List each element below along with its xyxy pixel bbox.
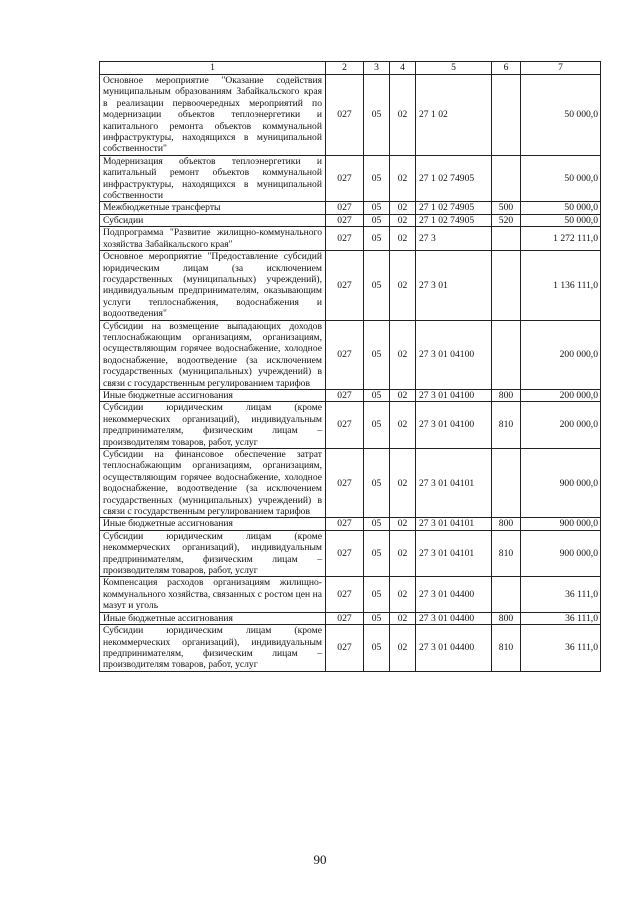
ministry-code: 027 (326, 518, 364, 530)
target-article-code: 27 3 01 04100 (416, 320, 492, 389)
target-article-code: 27 3 01 04400 (416, 612, 492, 624)
table-row (100, 202, 601, 214)
amount: 36 111,0 (521, 577, 601, 612)
column-header: 4 (390, 62, 416, 75)
expense-type-code (492, 449, 521, 518)
table-row (100, 214, 601, 226)
target-article-code: 27 1 02 74905 (416, 202, 492, 214)
column-header: 6 (492, 62, 521, 75)
column-header: 3 (364, 62, 390, 75)
section-code: 05 (364, 612, 390, 624)
target-article-code: 27 3 01 04100 (416, 389, 492, 401)
amount: 200 000,0 (521, 320, 601, 389)
ministry-code: 027 (326, 227, 364, 251)
table-row (100, 227, 601, 251)
row-name: Основное мероприятие "Предоставление субсидий юридическим лицам (за исключением государственных (муниципальных) учреждений), индивидуальным предпринимателям, оказывающим услуги теплоснабжения, водоснабжения и водоотведения" (100, 251, 326, 320)
subsection-code: 02 (390, 251, 416, 320)
section-code: 05 (364, 155, 390, 202)
table-row (100, 577, 601, 612)
subsection-code: 02 (390, 155, 416, 202)
table-header-row (100, 62, 601, 75)
ministry-code: 027 (326, 214, 364, 226)
table-row (100, 320, 601, 389)
target-article-code: 27 3 01 04101 (416, 518, 492, 530)
target-article-code: 27 3 01 04101 (416, 530, 492, 577)
ministry-code: 027 (326, 625, 364, 672)
table-row (100, 75, 601, 156)
subsection-code: 02 (390, 227, 416, 251)
row-name: Основное мероприятие "Оказание содействия муниципальным образованиям Забайкальского края в реализации первоочередных мероприятий по модернизации объектов теплоэнергетики и капитального ремонта объектов коммунальной инфраструктуры, находящихся в муниципальной собственности" (100, 75, 326, 156)
row-name: Субсидии юридическим лицам (кроме некоммерческих организаций), индивидуальным предпринимателям, физическим лицам – производителям товаров, работ, услуг (100, 625, 326, 672)
subsection-code: 02 (390, 625, 416, 672)
subsection-code: 02 (390, 75, 416, 156)
amount: 36 111,0 (521, 612, 601, 624)
section-code: 05 (364, 202, 390, 214)
table-row (100, 625, 601, 672)
row-name: Иные бюджетные ассигнования (100, 518, 326, 530)
amount: 900 000,0 (521, 530, 601, 577)
subsection-code: 02 (390, 518, 416, 530)
ministry-code: 027 (326, 577, 364, 612)
amount: 1 136 111,0 (521, 251, 601, 320)
subsection-code: 02 (390, 577, 416, 612)
table-row (100, 402, 601, 449)
ministry-code: 027 (326, 389, 364, 401)
target-article-code: 27 3 01 04100 (416, 402, 492, 449)
section-code: 05 (364, 214, 390, 226)
expense-type-code: 800 (492, 612, 521, 624)
expense-type-code (492, 155, 521, 202)
ministry-code: 027 (326, 320, 364, 389)
section-code: 05 (364, 518, 390, 530)
section-code: 05 (364, 389, 390, 401)
column-header: 2 (326, 62, 364, 75)
subsection-code: 02 (390, 202, 416, 214)
expense-type-code: 500 (492, 202, 521, 214)
amount: 200 000,0 (521, 402, 601, 449)
ministry-code: 027 (326, 251, 364, 320)
expense-type-code: 800 (492, 518, 521, 530)
table-row (100, 530, 601, 577)
section-code: 05 (364, 251, 390, 320)
row-name: Субсидии юридическим лицам (кроме некоммерческих организаций), индивидуальным предпринимателям, физическим лицам – производителям товаров, работ, услуг (100, 530, 326, 577)
ministry-code: 027 (326, 202, 364, 214)
section-code: 05 (364, 577, 390, 612)
subsection-code: 02 (390, 612, 416, 624)
expense-type-code: 520 (492, 214, 521, 226)
amount: 50 000,0 (521, 214, 601, 226)
amount: 36 111,0 (521, 625, 601, 672)
row-name: Иные бюджетные ассигнования (100, 612, 326, 624)
column-header: 1 (100, 62, 326, 75)
target-article-code: 27 3 01 04101 (416, 449, 492, 518)
target-article-code: 27 3 01 04400 (416, 625, 492, 672)
row-name: Подпрограмма "Развитие жилищно-коммунального хозяйства Забайкальского края" (100, 227, 326, 251)
ministry-code: 027 (326, 612, 364, 624)
amount: 1 272 111,0 (521, 227, 601, 251)
table-row (100, 155, 601, 202)
section-code: 05 (364, 625, 390, 672)
target-article-code: 27 1 02 74905 (416, 155, 492, 202)
ministry-code: 027 (326, 449, 364, 518)
section-code: 05 (364, 449, 390, 518)
row-name: Субсидии на финансовое обеспечение затрат теплоснабжающим организациям, организациям, осуществляющим горячее водоснабжение, холодное водоснабжение, водоотведение (за исключением государственных (муниципальных) учреждений) в связи с государственным регулированием тарифов (100, 449, 326, 518)
expense-type-code (492, 320, 521, 389)
page-number: 90 (313, 852, 327, 867)
target-article-code: 27 1 02 74905 (416, 214, 492, 226)
section-code: 05 (364, 227, 390, 251)
subsection-code: 02 (390, 320, 416, 389)
section-code: 05 (364, 530, 390, 577)
column-header: 7 (521, 62, 601, 75)
expense-type-code (492, 75, 521, 156)
ministry-code: 027 (326, 530, 364, 577)
subsection-code: 02 (390, 402, 416, 449)
amount: 50 000,0 (521, 202, 601, 214)
subsection-code: 02 (390, 530, 416, 577)
row-name: Компенсация расходов организациям жилищно-коммунального хозяйства, связанных с ростом цен на мазут и уголь (100, 577, 326, 612)
expense-type-code: 810 (492, 625, 521, 672)
subsection-code: 02 (390, 214, 416, 226)
subsection-code: 02 (390, 389, 416, 401)
row-name: Субсидии на возмещение выпадающих доходов теплоснабжающим организациям, организациям, осуществляющим горячее водоснабжение, холодное водоснабжение, водоотведение (за исключением государственных (муниципальных) учреждений) в связи с государственным регулированием тарифов (100, 320, 326, 389)
ministry-code: 027 (326, 402, 364, 449)
expense-type-code: 800 (492, 389, 521, 401)
budget-table (99, 61, 601, 672)
amount: 50 000,0 (521, 75, 601, 156)
table-row (100, 449, 601, 518)
section-code: 05 (364, 402, 390, 449)
row-name: Субсидии юридическим лицам (кроме некоммерческих организаций), индивидуальным предпринимателям, физическим лицам – производителям товаров, работ, услуг (100, 402, 326, 449)
expense-type-code (492, 227, 521, 251)
expense-type-code: 810 (492, 402, 521, 449)
row-name: Модернизация объектов теплоэнергетики и капитальный ремонт объектов коммунальной инфраструктуры, находящихся в муниципальной собственности (100, 155, 326, 202)
section-code: 05 (364, 75, 390, 156)
subsection-code: 02 (390, 449, 416, 518)
amount: 900 000,0 (521, 449, 601, 518)
amount: 200 000,0 (521, 389, 601, 401)
row-name: Межбюджетные трансферты (100, 202, 326, 214)
amount: 900 000,0 (521, 518, 601, 530)
section-code: 05 (364, 320, 390, 389)
table-row (100, 251, 601, 320)
ministry-code: 027 (326, 155, 364, 202)
amount: 50 000,0 (521, 155, 601, 202)
ministry-code: 027 (326, 75, 364, 156)
table-row (100, 612, 601, 624)
table-row (100, 518, 601, 530)
row-name: Иные бюджетные ассигнования (100, 389, 326, 401)
expense-type-code (492, 251, 521, 320)
target-article-code: 27 3 01 (416, 251, 492, 320)
column-header: 5 (416, 62, 492, 75)
row-name: Субсидии (100, 214, 326, 226)
target-article-code: 27 1 02 (416, 75, 492, 156)
expense-type-code: 810 (492, 530, 521, 577)
target-article-code: 27 3 (416, 227, 492, 251)
expense-type-code (492, 577, 521, 612)
table-row (100, 389, 601, 401)
target-article-code: 27 3 01 04400 (416, 577, 492, 612)
